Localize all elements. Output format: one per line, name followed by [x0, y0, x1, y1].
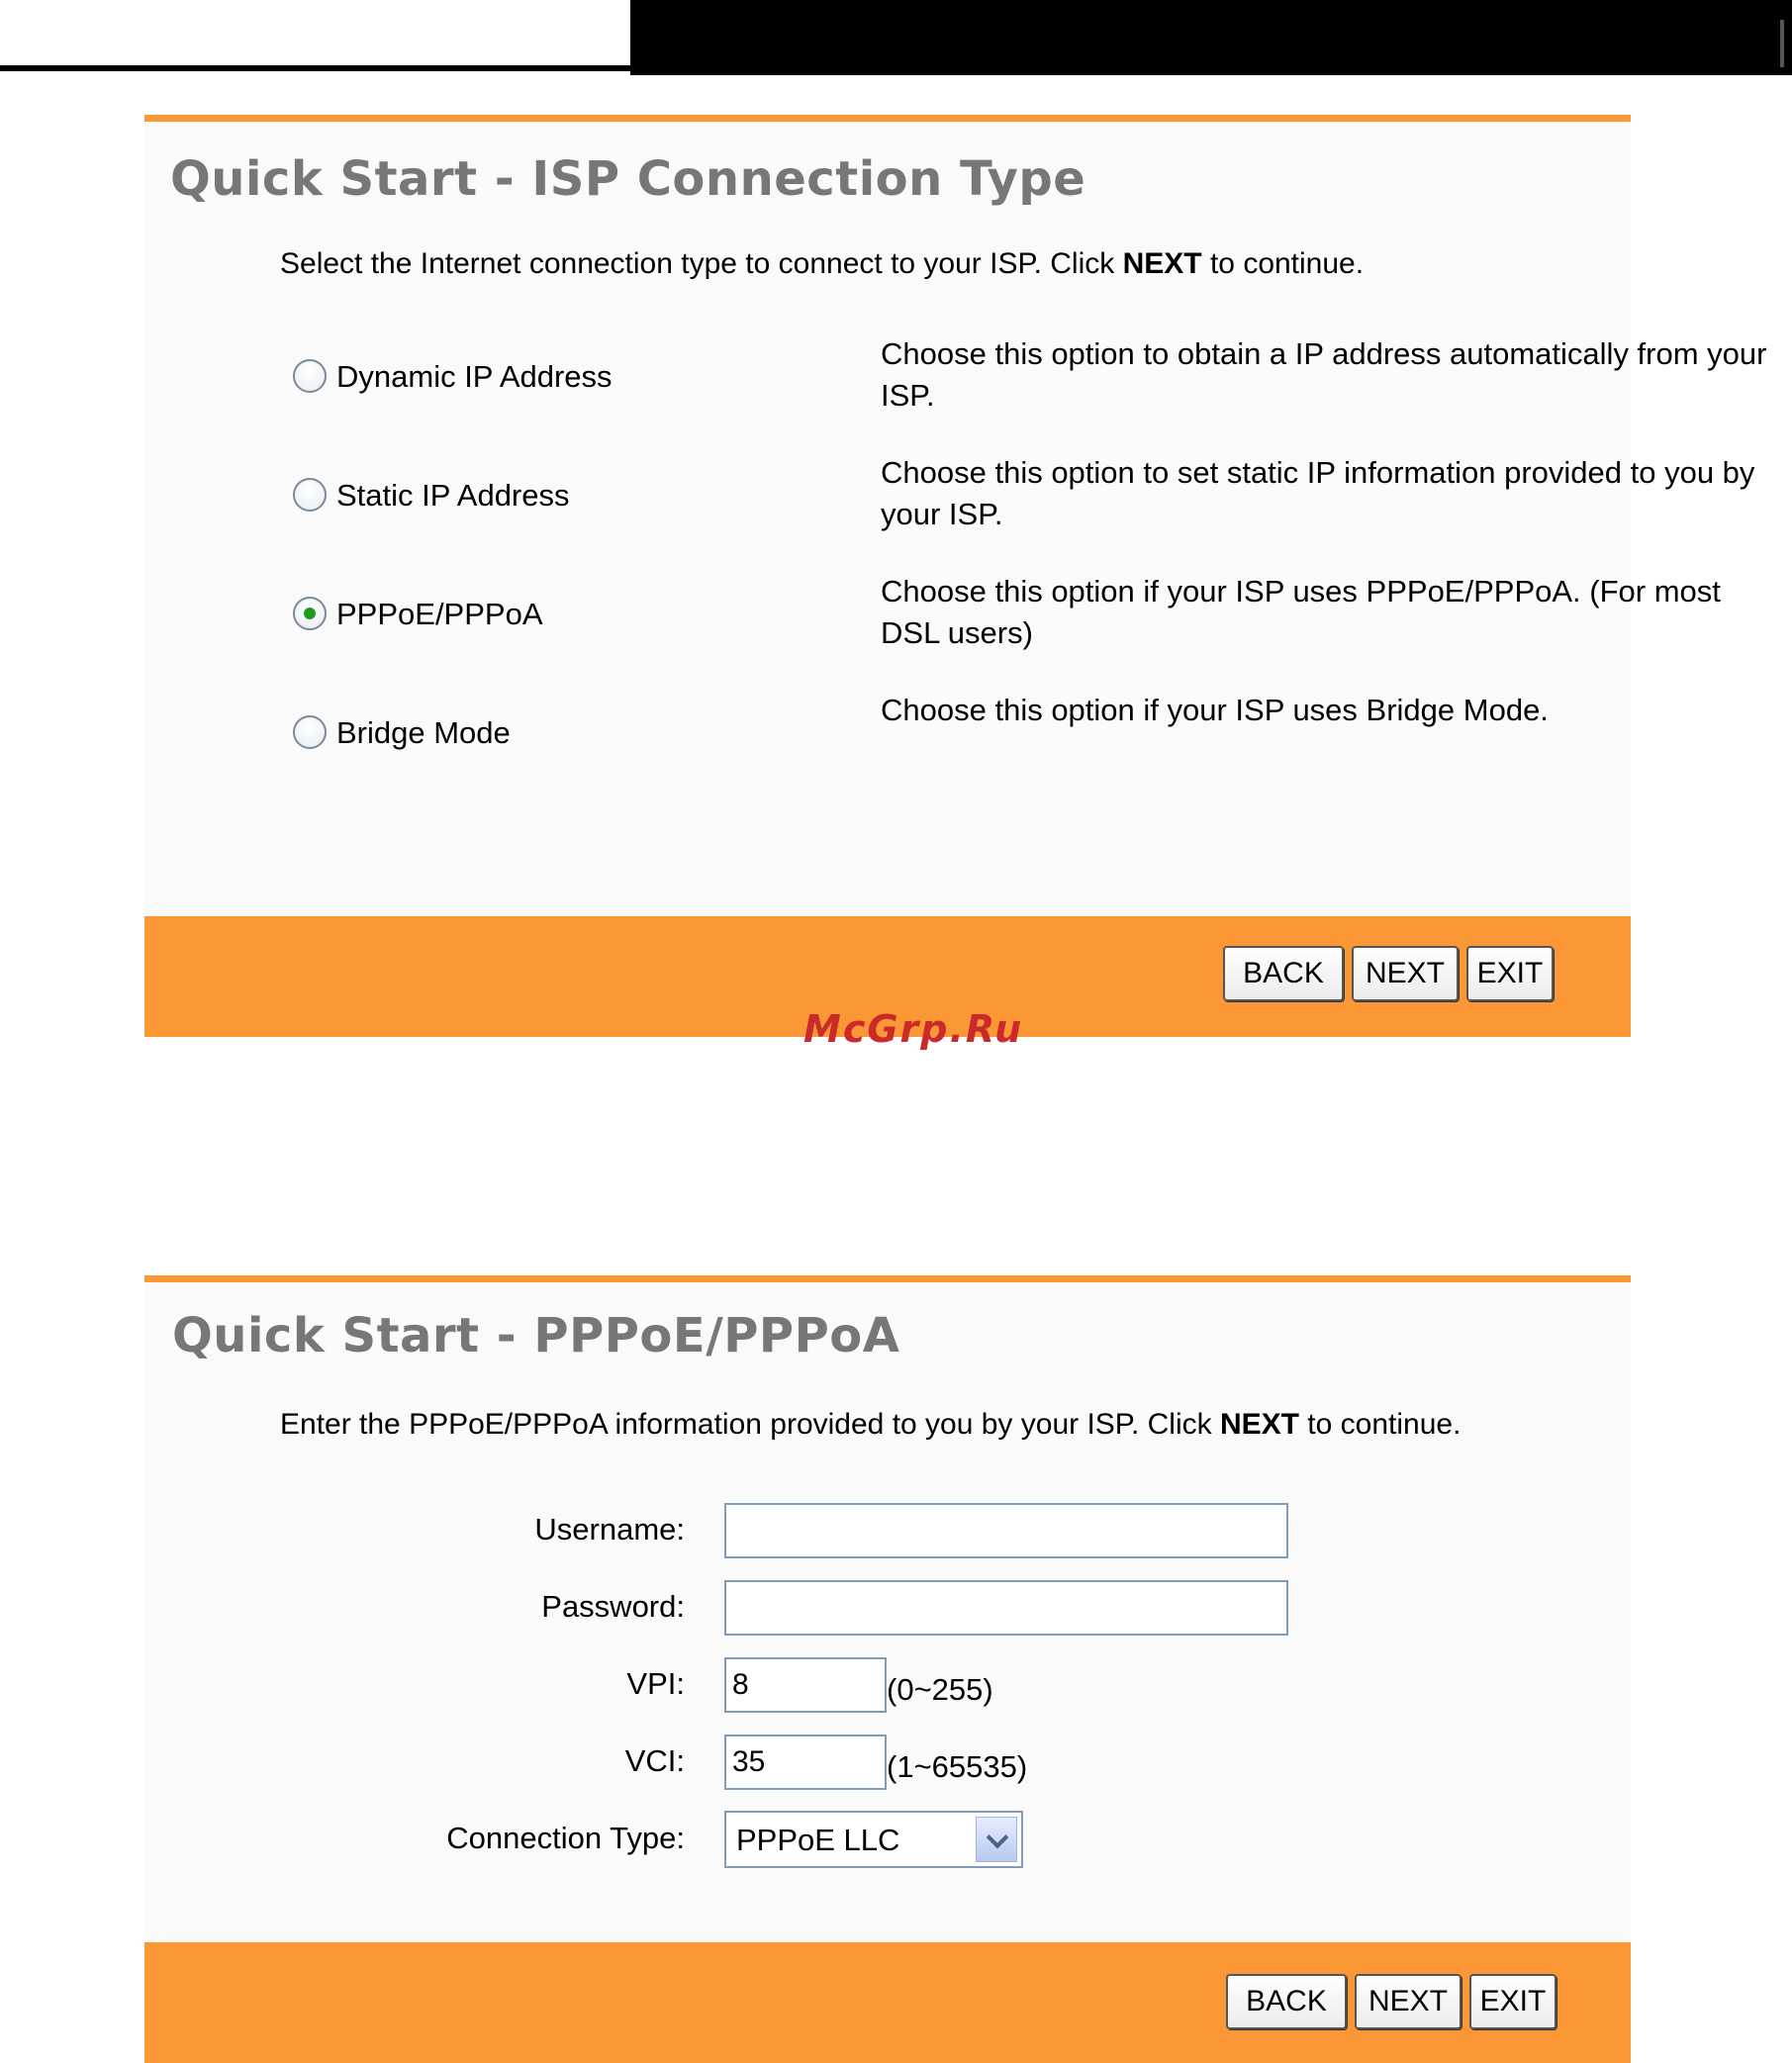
chevron-down-icon[interactable]: [976, 1817, 1017, 1862]
exit-button[interactable]: EXIT: [1466, 946, 1554, 1001]
option-description-pppoe: Choose this option if your ISP uses PPPoE/PPPoA. (For most DSL users): [881, 574, 1721, 650]
vpi-range-hint: (0~255): [887, 1672, 993, 1707]
next-button[interactable]: NEXT: [1352, 946, 1459, 1001]
option-label-static-ip[interactable]: Static IP Address: [336, 478, 570, 513]
vci-range-hint: (1~65535): [887, 1749, 1028, 1784]
page-title: Quick Start - ISP Connection Type: [170, 151, 1086, 207]
connection-type-value: PPPoE LLC: [736, 1823, 900, 1857]
username-input[interactable]: [724, 1503, 1288, 1558]
instruction-bold: NEXT: [1122, 247, 1202, 280]
instruction-text-part: Select the Internet connection type to connect to your ISP. Click: [280, 247, 1123, 280]
instruction-text-part: Enter the PPPoE/PPPoA information provided to you by your ISP. Click: [280, 1408, 1220, 1441]
option-description-static-ip: Choose this option to set static IP information provided to you by your ISP.: [881, 455, 1755, 531]
vci-label: VCI:: [624, 1743, 685, 1778]
pppoe-panel: [144, 1275, 1631, 1942]
vci-input[interactable]: [724, 1735, 887, 1790]
option-row-bridge: [293, 693, 1629, 797]
option-description-bridge: Choose this option if your ISP uses Bridge Mode.: [881, 693, 1549, 727]
instruction-text: [280, 247, 1364, 281]
option-description-dynamic-ip: Choose this option to obtain a IP address automatically from your ISP.: [881, 336, 1767, 413]
option-row-static-ip: [293, 455, 1755, 559]
header-bar-right: [630, 0, 1792, 75]
radio-static-ip[interactable]: [293, 478, 327, 512]
option-row-pppoe: [293, 574, 1721, 678]
instruction-text-part: to continue.: [1298, 1408, 1462, 1441]
option-label-pppoe[interactable]: PPPoE/PPPoA: [336, 597, 543, 631]
isp-connection-type-panel: [144, 115, 1767, 916]
option-label-dynamic-ip[interactable]: Dynamic IP Address: [336, 359, 613, 394]
vpi-input[interactable]: [724, 1657, 887, 1713]
password-input[interactable]: [724, 1580, 1288, 1636]
option-row-dynamic-ip: [293, 336, 1767, 440]
username-label: Username:: [534, 1512, 685, 1547]
back-button[interactable]: BACK: [1226, 1974, 1347, 2029]
connection-type-select[interactable]: [724, 1811, 1023, 1868]
page-title: Quick Start - PPPoE/PPPoA: [172, 1308, 900, 1363]
pppoe-panel-action-bar: [144, 1942, 1631, 2063]
instruction-text: [280, 1408, 1461, 1442]
watermark: McGrp.Ru: [803, 1007, 1024, 1051]
vpi-label: VPI:: [626, 1666, 685, 1701]
back-button[interactable]: BACK: [1223, 946, 1344, 1001]
radio-pppoe[interactable]: [293, 597, 327, 630]
option-label-bridge[interactable]: Bridge Mode: [336, 715, 511, 750]
instruction-bold: NEXT: [1219, 1408, 1299, 1441]
password-label: Password:: [541, 1589, 685, 1624]
instruction-text-part: to continue.: [1201, 247, 1365, 280]
header-bar-edge: [1780, 20, 1784, 67]
next-button[interactable]: NEXT: [1355, 1974, 1462, 2029]
exit-button[interactable]: EXIT: [1469, 1974, 1556, 2029]
radio-dynamic-ip[interactable]: [293, 359, 327, 393]
header-bar-left: [0, 0, 633, 71]
radio-bridge[interactable]: [293, 715, 327, 749]
connection-type-label: Connection Type:: [446, 1821, 685, 1855]
